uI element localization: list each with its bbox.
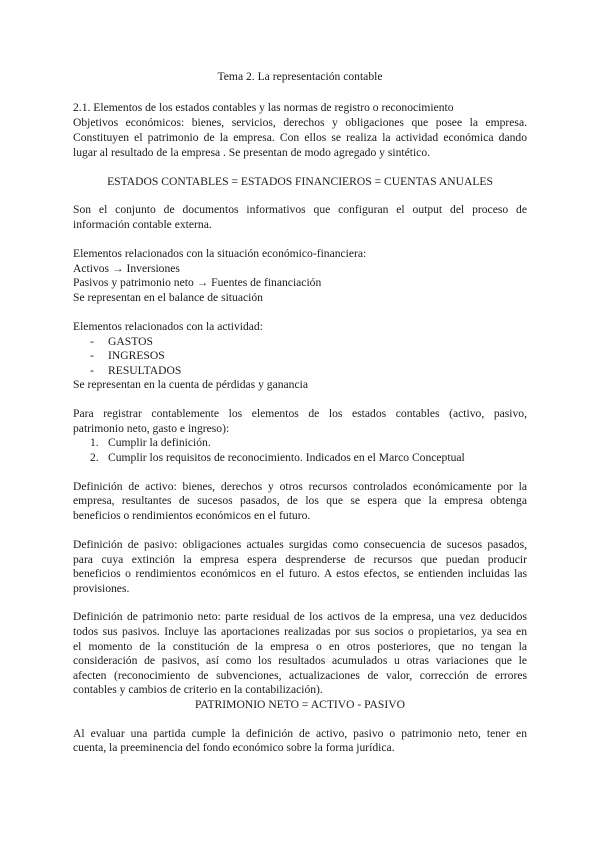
item-label: Activos	[73, 262, 110, 275]
paragraph-line: provisiones.	[73, 582, 130, 595]
step-number: 1.	[90, 436, 99, 449]
paragraph-line: Al evaluar una partida cumple la definición de activo, pasivo o patrimonio neto, tener en	[73, 727, 527, 740]
activity-elements-note: Se representan en la cuenta de pérdidas y ganancia	[73, 378, 308, 391]
item-label: Pasivos y patrimonio neto	[73, 276, 194, 289]
step-text: Cumplir la definición.	[108, 436, 211, 449]
paragraph-line: Para registrar contablemente los elementos de los estados contables (activo, pasivo,	[73, 407, 527, 420]
financial-elements-intro: Elementos relacionados con la situación económico-financiera:	[73, 247, 367, 260]
paragraph-line: cuenta, la preeminencia del fondo económico sobre la forma jurídica.	[73, 741, 395, 754]
paragraph-line: Son el conjunto de documentos informativos que configuran el output del proceso de	[73, 203, 527, 216]
item-target: Fuentes de financiación	[211, 276, 322, 289]
list-item: INGRESOS	[108, 349, 165, 362]
paragraph-line: patrimonio neto, gasto e ingreso):	[73, 422, 230, 435]
paragraph-line: Constituyen el patrimonio de la empresa. Con ellos se realiza la actividad económica dando	[73, 131, 527, 144]
step-text: Cumplir los requisitos de reconocimiento. Indicados en el Marco Conceptual	[108, 451, 465, 464]
right-arrow-icon: →	[196, 276, 209, 289]
paragraph-line: consideración de pasivos, así como los resultados acumulados u otras variaciones que le	[73, 654, 527, 667]
equation-estados-contables: ESTADOS CONTABLES = ESTADOS FINANCIEROS = CUENTAS ANUALES	[107, 175, 493, 188]
paragraph-line: Objetivos económicos: bienes, servicios, derechos y obligaciones que posee la empresa.	[73, 116, 527, 129]
paragraph-line: información contable externa.	[73, 218, 212, 231]
financial-element-item	[73, 262, 527, 277]
item-target: Inversiones	[126, 262, 180, 275]
financial-element-item	[73, 276, 527, 291]
right-arrow-icon: →	[111, 262, 124, 275]
list-item: RESULTADOS	[108, 364, 182, 377]
step-number: 2.	[90, 451, 99, 464]
paragraph-line: contables y cambios de criterio en la contabilización).	[73, 683, 323, 696]
paragraph-line: el momento de la constitución de la empresa o en otros posteriores, que no tengan la	[73, 640, 527, 653]
dash-bullet-icon: -	[90, 364, 94, 377]
paragraph-line: beneficios o rendimientos económicos en el futuro.	[73, 509, 311, 522]
paragraph-line: empresa, resultantes de sucesos pasados, de los que se espera que la empresa obtenga	[73, 494, 527, 507]
paragraph-line: afecten (reconocimiento de subvenciones, actualizaciones de valor, corrección de errores	[73, 669, 527, 682]
activity-elements-intro: Elementos relacionados con la actividad:	[73, 320, 263, 333]
equation-patrimonio-neto: PATRIMONIO NETO = ACTIVO - PASIVO	[195, 698, 405, 711]
paragraph-line: Definición de activo: bienes, derechos y otros recursos controlados económicamente por la	[73, 480, 527, 493]
paragraph-line: Definición de pasivo: obligaciones actuales surgidas como consecuencia de sucesos pasados,	[73, 538, 527, 551]
section-heading: 2.1. Elementos de los estados contables y las normas de registro o reconocimiento	[73, 101, 454, 114]
paragraph-line: Definición de patrimonio neto: parte residual de los activos de la empresa, una vez deducidos	[73, 610, 527, 623]
paragraph-line: lugar al resultado de la empresa . Se presentan de modo agregado y sintético.	[73, 146, 431, 159]
page-title: Tema 2. La representación contable	[217, 70, 383, 83]
financial-elements-note: Se representan en el balance de situación	[73, 291, 263, 304]
paragraph-line: para cuya extinción la empresa espera desprenderse de recursos que puedan producir	[73, 553, 527, 566]
paragraph-line: todos sus pasivos. Incluye las aportaciones realizadas por sus socios o propietarios, ya sea en	[73, 625, 527, 638]
list-item: GASTOS	[108, 335, 153, 348]
paragraph-line: beneficios o rendimientos económicos en el futuro. A estos efectos, se entienden incluidas las	[73, 567, 527, 580]
dash-bullet-icon: -	[90, 335, 94, 348]
dash-bullet-icon: -	[90, 349, 94, 362]
